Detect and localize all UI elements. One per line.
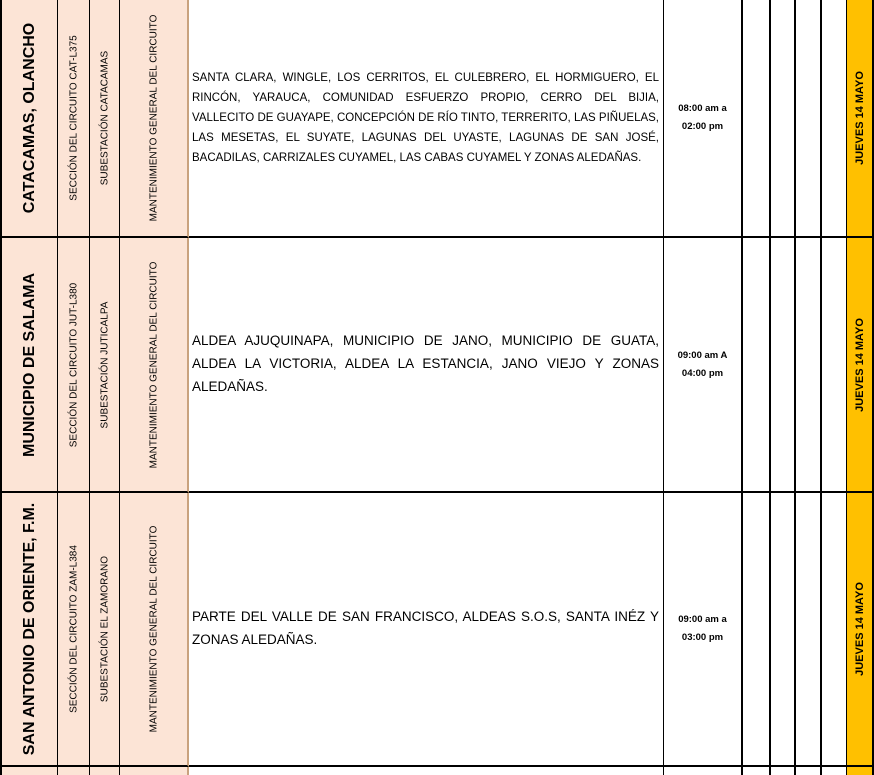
time-start-text: 09:00 am A — [677, 349, 728, 361]
empty-cell — [743, 0, 771, 238]
next-row-cell — [796, 767, 822, 775]
location-label: MUNICIPIO DE SALAMA — [20, 272, 38, 457]
time-end-text: 04:00 pm — [681, 367, 724, 379]
empty-cell — [743, 238, 771, 493]
section-cell — [58, 0, 90, 238]
next-row-cell — [771, 767, 796, 775]
affected-areas-cell — [189, 493, 664, 767]
work-cell — [120, 0, 189, 238]
day-label: JUEVES 14 MAYO — [853, 317, 866, 412]
empty-cell — [771, 0, 796, 238]
circuit-section-label: SECCIÓN DEL CIRCUITO CAT-L375 — [68, 35, 79, 201]
substation-cell — [90, 0, 120, 238]
next-row-cell — [90, 767, 120, 775]
substation-label: SUBESTACIÓN CATACAMAS — [99, 50, 110, 186]
day-label: JUEVES 14 MAYO — [853, 582, 866, 676]
next-row-cell — [120, 767, 189, 775]
next-row-cell — [58, 767, 90, 775]
time-end-text: 03:00 pm — [681, 632, 724, 643]
empty-cell — [771, 493, 796, 767]
location-cell — [2, 0, 58, 238]
circuit-section-label: SECCIÓN DEL CIRCUITO ZAM-L384 — [68, 545, 79, 713]
location-label: SAN ANTONIO DE ORIENTE, F.M. — [20, 502, 38, 756]
time-start-text: 09:00 am a — [678, 614, 727, 626]
day-cell — [847, 238, 874, 493]
location-label: CATACAMAS, OLANCHO — [20, 22, 38, 214]
affected-areas-text: ALDEA AJUQUINAPA, MUNICIPIO DE JANO, MUNICIPIO DE GUATA, ALDEA LA VICTORIA, ALDEA LA ESTANCIA, JANO VIEJO Y ZONAS ALEDAÑAS. — [192, 333, 659, 394]
work-cell — [120, 238, 189, 493]
day-cell — [847, 493, 874, 767]
location-cell — [2, 238, 58, 493]
next-row-cell — [2, 767, 58, 775]
next-row-cell — [189, 767, 664, 775]
time-end-text: 02:00 pm — [681, 121, 724, 132]
empty-cell — [743, 493, 771, 767]
day-cell — [847, 0, 874, 238]
section-cell — [58, 493, 90, 767]
work-cell — [120, 493, 189, 767]
time-start-text: 08:00 am a — [678, 103, 727, 115]
empty-cell — [796, 493, 822, 767]
empty-cell — [822, 238, 847, 493]
affected-areas-text: SANTA CLARA, WINGLE, LOS CERRITOS, EL CULEBRERO, EL HORMIGUERO, EL RINCÓN, YARAUCA, COMUNIDAD ESFUERZO PROPIO, CERRO DEL BIJIA, VALLECITO DE GUAYAPE, CONCEPCIÓN DE RÍO TINTO, TERRERITO, LAS PIÑUELAS, LAS MESETAS, EL SUYATE, LAGUNAS DEL UYASTE, LAGUNAS DE SAN JOSÉ, BACADILAS, CARRIZALES CUYAMEL, LAS CABAS CUYAMEL Y ZONAS ALEDAÑAS. — [192, 71, 659, 165]
time-cell — [664, 493, 743, 767]
time-cell — [664, 238, 743, 493]
next-row-cell — [664, 767, 743, 775]
substation-label: SUBESTACIÓN EL ZAMORANO — [99, 555, 110, 703]
day-label: JUEVES 14 MAYO — [853, 71, 866, 165]
affected-areas-cell — [189, 238, 664, 493]
substation-cell — [90, 493, 120, 767]
substation-cell — [90, 238, 120, 493]
empty-cell — [771, 238, 796, 493]
work-type-label: MANTENIMIENTO GENERAL DEL CIRCUITO — [148, 525, 159, 733]
location-cell — [2, 493, 58, 767]
next-row-cell — [743, 767, 771, 775]
affected-areas-text: PARTE DEL VALLE DE SAN FRANCISCO, ALDEAS S.O.S, SANTA INÉZ Y ZONAS ALEDAÑAS. — [192, 609, 659, 647]
empty-cell — [822, 0, 847, 238]
empty-cell — [796, 238, 822, 493]
time-cell — [664, 0, 743, 238]
empty-cell — [822, 493, 847, 767]
circuit-section-label: SECCIÓN DEL CIRCUITO JUT-L380 — [68, 282, 79, 447]
work-type-label: MANTENIMIENTO GENERAL DEL CIRCUITO — [148, 14, 159, 222]
work-type-label: MANTENIMIENTO GENERAL DEL CIRCUITO — [148, 261, 159, 468]
next-row-cell — [822, 767, 847, 775]
affected-areas-cell — [189, 0, 664, 238]
section-cell — [58, 238, 90, 493]
next-row-cell — [847, 767, 874, 775]
substation-label: SUBESTACIÓN JUTICALPA — [99, 301, 110, 428]
empty-cell — [796, 0, 822, 238]
